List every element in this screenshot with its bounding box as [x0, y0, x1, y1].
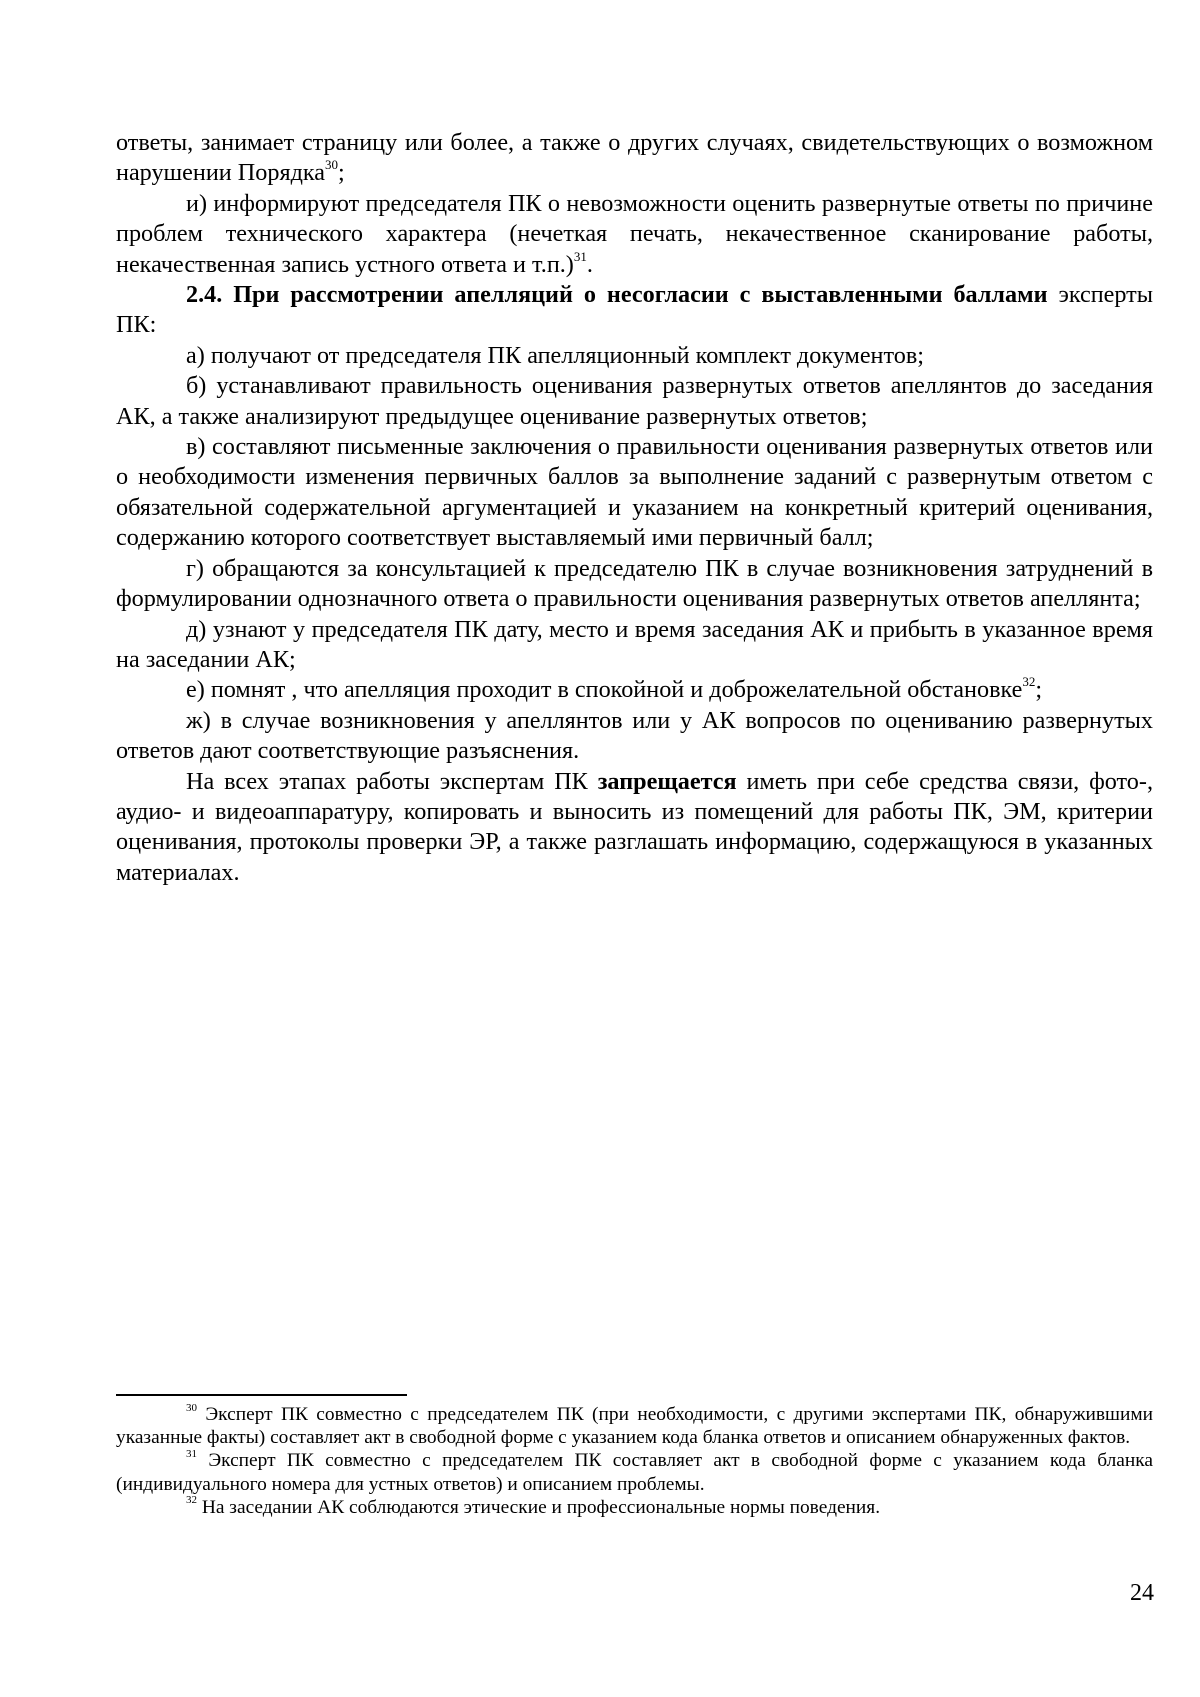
paragraph-item-i-tail: .: [586, 250, 593, 278]
footnote-32: [116, 1496, 1153, 1519]
paragraph-item-i: [116, 189, 1153, 280]
footnote-ref-32: 32: [1022, 674, 1036, 690]
footnote-30: [116, 1403, 1153, 1449]
paragraph-item-d: д) узнают у председателя ПК дату, место и время заседания АК и прибыть в указанное время на заседании АК;: [116, 615, 1153, 673]
paragraph-intro-tail: ;: [338, 159, 345, 187]
footnote-30-number: 30: [186, 1401, 197, 1414]
footnote-31-number: 31: [186, 1447, 197, 1460]
section-2-4-bold: 2.4. При рассмотрении апелляций о несогласии с выставленными баллами: [186, 281, 1048, 309]
paragraph-final-after: иметь при себе средства связи, фото-, аудио- и видеоаппаратуру, копировать и выносить из помещений для работы ПК, ЭМ, критерии оценивания, протоколы проверки ЭР, а также разглашать информацию, содержащуюся в указанных материалах.: [116, 767, 1154, 886]
page-number: 24: [1130, 1580, 1154, 1606]
section-2-4-heading: [116, 280, 1153, 341]
paragraph-item-a: а) получают от председателя ПК апелляционный комплект документов;: [186, 341, 924, 369]
paragraph-intro: [116, 128, 1153, 189]
footnote-32-text: На заседании АК соблюдаются этические и профессиональные нормы поведения.: [197, 1496, 881, 1518]
paragraph-item-g: г) обращаются за консультацией к председателю ПК в случае возникновения затруднений в формулировании однозначного ответа о правильности оценивания развернутых ответов апеллянта;: [116, 554, 1153, 613]
footnote-31-text: Эксперт ПК совместно с председателем ПК составляет акт в свободной форме с указанием кода бланка (индивидуального номера для устных ответов) и описанием проблемы.: [116, 1450, 1153, 1495]
footnote-31: [116, 1449, 1153, 1495]
paragraph-intro-text: ответы, занимает страницу или более, а также о других случаях, свидетельствующих о возможном нарушении Порядка: [116, 129, 1153, 187]
paragraph-item-e-tail: ;: [1035, 676, 1043, 704]
paragraph-item-b: б) устанавливают правильность оценивания развернутых ответов апеллянтов до заседания АК, а также анализируют предыдущее оценивание развернутых ответов;: [116, 372, 1153, 430]
footnote-ref-31: 31: [573, 248, 587, 264]
footnote-ref-30: 30: [325, 157, 338, 173]
footnote-divider: [116, 1394, 407, 1396]
footnotes: [116, 1403, 1153, 1519]
footnote-32-number: 32: [186, 1494, 197, 1507]
paragraph-item-e: [116, 675, 1153, 705]
paragraph-item-i-text: и) информируют председателя ПК о невозможности оценить развернутые ответы по причине проблем технического характера (нечеткая печать, некачественное сканирование работы, некачественная запись устного ответа и т.п.): [116, 189, 1153, 278]
paragraph-item-e-text: е) помнят , что апелляция проходит в спокойной и доброжелательной обстановке: [186, 676, 1023, 704]
main-text: [116, 128, 1153, 888]
paragraph-item-zh: ж) в случае возникновения у апеллянтов или у АК вопросов по оцениванию развернутых ответов дают соответствующие разъяснения.: [116, 706, 1153, 765]
paragraph-item-v: в) составляют письменные заключения о правильности оценивания развернутых ответов или о необходимости изменения первичных баллов за выполнение заданий с развернутым ответом с обязательной содержательной аргументацией и указанием на конкретный критерий оценивания, содержанию которого соответствует выставляемый ими первичный балл;: [116, 433, 1153, 552]
paragraph-final: [116, 767, 1153, 889]
section-2-4-rest: эксперты ПК:: [116, 281, 1154, 339]
footnote-30-text: Эксперт ПК совместно с председателем ПК (при необходимости, с другими экспертами ПК, обнаружившими указанные факты) составляет акт в свободной форме с указанием кода бланка ответов и описанием обнаруженных фактов.: [116, 1404, 1153, 1449]
paragraph-final-bold: запрещается: [597, 767, 737, 795]
paragraph-final-before: На всех этапах работы экспертам ПК: [186, 767, 598, 795]
